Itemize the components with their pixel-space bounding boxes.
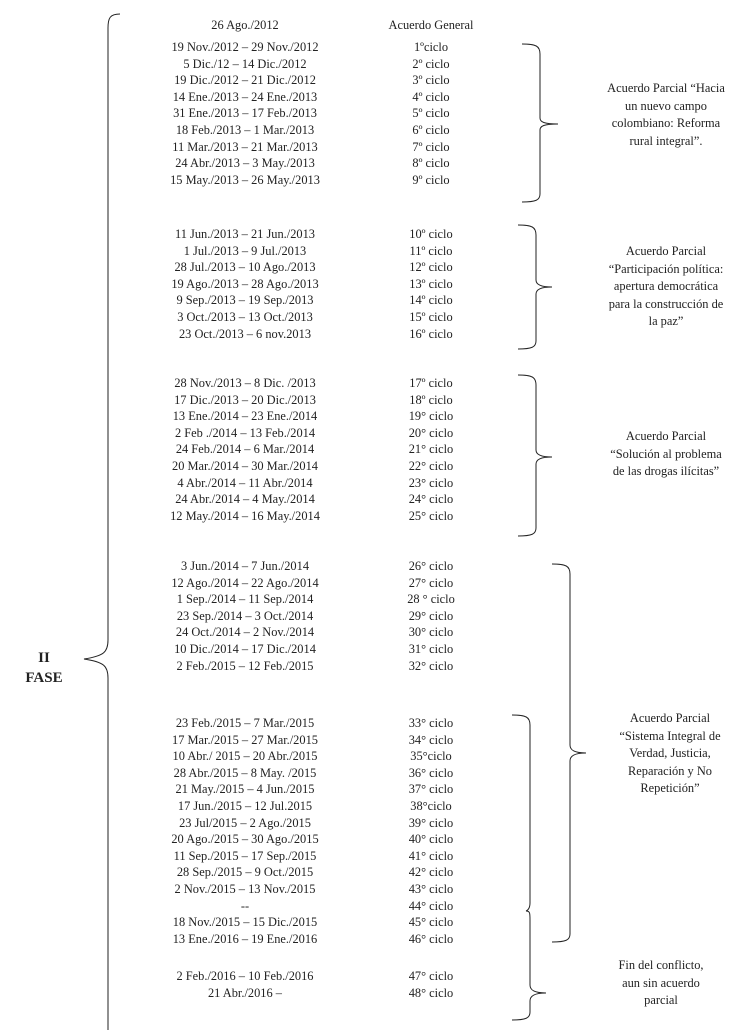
cycle-dates: 17 Mar./2015 – 27 Mar./2015 <box>172 732 318 747</box>
cycle-number: 47° ciclo <box>408 969 454 983</box>
cycle-number: 44° ciclo <box>408 898 454 913</box>
cycle-dates: 23 Oct./2013 – 6 nov.2013 <box>178 326 312 341</box>
cycle-row <box>0 660 744 673</box>
cycle-number: 43° ciclo <box>408 882 454 896</box>
cycle-dates: 24 Abr./2013 – 3 May./2013 <box>175 156 315 171</box>
cycle-number: 26° ciclo <box>408 559 454 573</box>
cycle-dates: 2 Nov./2015 – 13 Nov./2015 <box>174 882 316 896</box>
cycle-dates: 24 Abr./2014 – 4 May./2014 <box>175 492 315 507</box>
cycle-dates: 20 Ago./2015 – 30 Ago./2015 <box>171 832 319 847</box>
cycle-row <box>0 833 744 846</box>
cycle-dates: 9 Sep./2013 – 19 Sep./2013 <box>176 293 314 308</box>
cycle-number: 8º ciclo <box>412 156 450 171</box>
cycle-number: 35°ciclo <box>410 749 452 764</box>
cycle-dates: 1 Sep./2014 – 11 Sep./2014 <box>176 592 314 607</box>
cycle-dates: 18 Feb./2013 – 1 Mar./2013 <box>175 123 315 137</box>
cycle-dates: 21 Abr./2016 – <box>207 985 282 1000</box>
cycle-number: 36° ciclo <box>408 765 454 780</box>
cycle-dates: 15 May./2013 – 26 May./2013 <box>170 172 320 187</box>
cycle-number: 37° ciclo <box>408 782 454 797</box>
cycle-dates: 23 Jul/2015 – 2 Ago./2015 <box>179 815 311 830</box>
cycle-row <box>0 866 744 879</box>
cycle-dates: 17 Jun./2015 – 12 Jul.2015 <box>177 799 313 813</box>
cycle-row <box>0 800 744 813</box>
cycle-dates: 24 Oct./2014 – 2 Nov./2014 <box>175 625 315 640</box>
cycle-dates: 5 Dic./12 – 14 Dic./2012 <box>183 56 307 71</box>
acuerdo-line: la paz” <box>648 314 684 328</box>
acuerdo-label <box>588 428 744 481</box>
cycle-number: 27° ciclo <box>408 575 454 590</box>
cycle-dates: 24 Feb./2014 – 6 Mar./2014 <box>175 442 315 457</box>
cycle-number: 32° ciclo <box>408 658 454 673</box>
acuerdo-line: rural integral”. <box>629 133 703 148</box>
cycle-dates: 11 Jun./2013 – 21 Jun./2013 <box>175 227 315 241</box>
acuerdo-line: “Participación política: <box>608 261 724 276</box>
cycle-row <box>0 817 744 830</box>
cycle-number: 48° ciclo <box>408 985 454 1000</box>
cycle-row <box>0 933 744 946</box>
acuerdo-line: Verdad, Justicia, <box>629 746 711 760</box>
cycle-dates: 10 Dic./2014 – 17 Dic./2014 <box>174 642 316 656</box>
cycle-number: 38°ciclo <box>410 799 452 813</box>
acuerdo-label <box>588 80 744 150</box>
cycle-dates: 14 Ene./2013 – 24 Ene./2013 <box>172 89 318 104</box>
cycle-number: 9º ciclo <box>412 172 450 187</box>
cycle-number: 46° ciclo <box>408 932 454 946</box>
cycle-row <box>0 850 744 863</box>
cycle-row <box>0 626 744 639</box>
cycle-dates: 23 Sep./2014 – 3 Oct./2014 <box>176 608 314 623</box>
cycle-dates: 11 Mar./2013 – 21 Mar./2013 <box>172 139 318 154</box>
cycle-number: 6º ciclo <box>412 123 450 137</box>
acuerdo-line: Acuerdo Parcial <box>625 429 707 443</box>
cycle-number: 10º ciclo <box>409 227 453 241</box>
cycle-dates: 4 Abr./2014 – 11 Abr./2014 <box>177 475 313 490</box>
header-date: 26 Ago./2012 <box>211 18 279 32</box>
acuerdo-label <box>596 957 726 1010</box>
acuerdo-line: Fin del conflicto, <box>618 958 704 972</box>
cycle-number: 39° ciclo <box>408 815 454 830</box>
cycle-dates: 12 May./2014 – 16 May./2014 <box>170 508 320 523</box>
cycle-row <box>0 916 744 929</box>
cycle-number: 15º ciclo <box>409 310 453 324</box>
acuerdo-line: “Sistema Integral de <box>619 728 721 743</box>
cycle-dates: 2 Feb./2015 – 12 Feb./2015 <box>176 658 314 673</box>
cycle-row <box>0 883 744 896</box>
acuerdo-line: un nuevo campo <box>625 98 707 113</box>
cycle-dates: 19 Dic./2012 – 21 Dic./2012 <box>174 73 316 88</box>
cycle-number: 3º ciclo <box>412 73 450 88</box>
acuerdo-line: apertura democrática <box>613 279 719 293</box>
cycle-number: 21° ciclo <box>408 442 454 457</box>
acuerdo-line: Reparación y No <box>628 763 712 778</box>
acuerdo-label <box>596 710 744 798</box>
cycle-number: 33° ciclo <box>408 716 454 730</box>
cycle-dates: 23 Feb./2015 – 7 Mar./2015 <box>175 716 315 730</box>
cycle-dates: 1 Jul./2013 – 9 Jul./2013 <box>183 243 307 258</box>
acuerdo-line: para la construcción de <box>608 296 724 311</box>
acuerdo-line: “Solución al problema <box>610 446 722 461</box>
cycle-dates: 12 Ago./2014 – 22 Ago./2014 <box>171 575 319 590</box>
cycle-number: 17º ciclo <box>409 376 453 390</box>
cycle-number: 29° ciclo <box>408 608 454 623</box>
cycle-number: 1ºciclo <box>413 40 449 54</box>
cycle-row <box>0 394 744 407</box>
cycle-dates: 11 Sep./2015 – 17 Sep./2015 <box>173 848 317 863</box>
cycle-row <box>0 377 744 390</box>
cycle-dates: 28 Abr./2015 – 8 May. /2015 <box>173 765 317 780</box>
cycle-dates: 28 Sep./2015 – 9 Oct./2015 <box>176 865 314 880</box>
acuerdo-line: Acuerdo Parcial “Hacia <box>607 81 725 95</box>
cycle-number: 12º ciclo <box>409 260 453 275</box>
cycle-row <box>0 643 744 656</box>
cycle-row <box>0 493 744 506</box>
cycle-number: 28 ° ciclo <box>407 592 455 607</box>
cycle-row <box>0 560 744 573</box>
cycle-row <box>0 900 744 913</box>
cycle-number: 22° ciclo <box>408 459 454 473</box>
cycle-row <box>0 157 744 170</box>
phase-number: II <box>38 650 50 666</box>
cycle-dates: 28 Nov./2013 – 8 Dic. /2013 <box>174 376 316 390</box>
cycle-row <box>0 228 744 241</box>
cycle-number: 7º ciclo <box>412 139 450 154</box>
cycle-number: 25° ciclo <box>408 508 454 523</box>
cycle-dates: 19 Nov./2012 – 29 Nov./2012 <box>171 40 319 54</box>
acuerdo-line: Acuerdo Parcial <box>625 244 707 258</box>
cycle-number: 13º ciclo <box>409 276 453 291</box>
cycle-dates: 13 Ene./2014 – 23 Ene./2014 <box>172 409 318 424</box>
cycle-number: 2º ciclo <box>412 56 450 71</box>
cycle-number: 18º ciclo <box>409 392 453 407</box>
phase-word: FASE <box>25 670 63 686</box>
cycle-dates: 20 Mar./2014 – 30 Mar./2014 <box>172 459 318 473</box>
cycle-number: 45° ciclo <box>408 915 454 930</box>
cycle-number: 42° ciclo <box>408 865 454 880</box>
acuerdo-line: parcial <box>644 993 678 1007</box>
cycle-dates: 2 Feb./2016 – 10 Feb./2016 <box>176 969 314 983</box>
cycle-number: 11º ciclo <box>409 243 453 258</box>
header-row <box>0 19 744 32</box>
header-cycle: Acuerdo General <box>388 18 474 32</box>
cycle-dates: -- <box>240 898 250 913</box>
cycle-number: 34° ciclo <box>408 732 454 747</box>
cycle-number: 4º ciclo <box>412 89 450 104</box>
acuerdo-line: aun sin acuerdo <box>622 975 700 990</box>
cycle-number: 14º ciclo <box>409 293 453 308</box>
cycle-row <box>0 610 744 623</box>
cycle-row <box>0 58 744 71</box>
cycle-number: 40° ciclo <box>408 832 454 847</box>
cycle-row <box>0 577 744 590</box>
cycle-dates: 28 Jul./2013 – 10 Ago./2013 <box>174 260 316 275</box>
cycle-dates: 13 Ene./2016 – 19 Ene./2016 <box>172 932 318 946</box>
cycle-number: 23° ciclo <box>408 475 454 490</box>
cycle-dates: 3 Oct./2013 – 13 Oct./2013 <box>177 310 313 324</box>
cycle-number: 20° ciclo <box>408 425 454 440</box>
acuerdo-line: colombiano: Reforma <box>611 116 721 130</box>
cycle-dates: 17 Dic./2013 – 20 Dic./2013 <box>174 392 316 407</box>
cycle-row <box>0 174 744 187</box>
cycle-dates: 10 Abr./ 2015 – 20 Abr./2015 <box>172 749 318 764</box>
cycle-number: 31° ciclo <box>408 642 454 656</box>
cycle-number: 19° ciclo <box>408 409 454 424</box>
cycle-dates: 18 Nov./2015 – 15 Dic./2015 <box>172 915 318 930</box>
acuerdo-label <box>588 243 744 331</box>
cycle-dates: 19 Ago./2013 – 28 Ago./2013 <box>171 276 319 291</box>
cycle-row <box>0 410 744 423</box>
cycle-number: 41° ciclo <box>408 848 454 863</box>
acuerdo-line: Acuerdo Parcial <box>629 711 711 725</box>
cycle-number: 16º ciclo <box>409 326 453 341</box>
cycle-dates: 3 Jun./2014 – 7 Jun./2014 <box>180 559 310 573</box>
cycle-row <box>0 41 744 54</box>
cycle-row <box>0 510 744 523</box>
cycle-number: 24° ciclo <box>408 492 454 507</box>
cycle-number: 30° ciclo <box>408 625 454 640</box>
cycle-dates: 31 Ene./2013 – 17 Feb./2013 <box>173 106 317 121</box>
acuerdo-line: de las drogas ilícitas” <box>612 464 720 478</box>
cycle-dates: 21 May./2015 – 4 Jun./2015 <box>175 782 315 797</box>
cycle-row <box>0 593 744 606</box>
cycle-dates: 2 Feb ./2014 – 13 Feb./2014 <box>174 425 316 440</box>
acuerdo-line: Repetición” <box>640 781 700 795</box>
cycle-number: 5º ciclo <box>412 106 450 121</box>
